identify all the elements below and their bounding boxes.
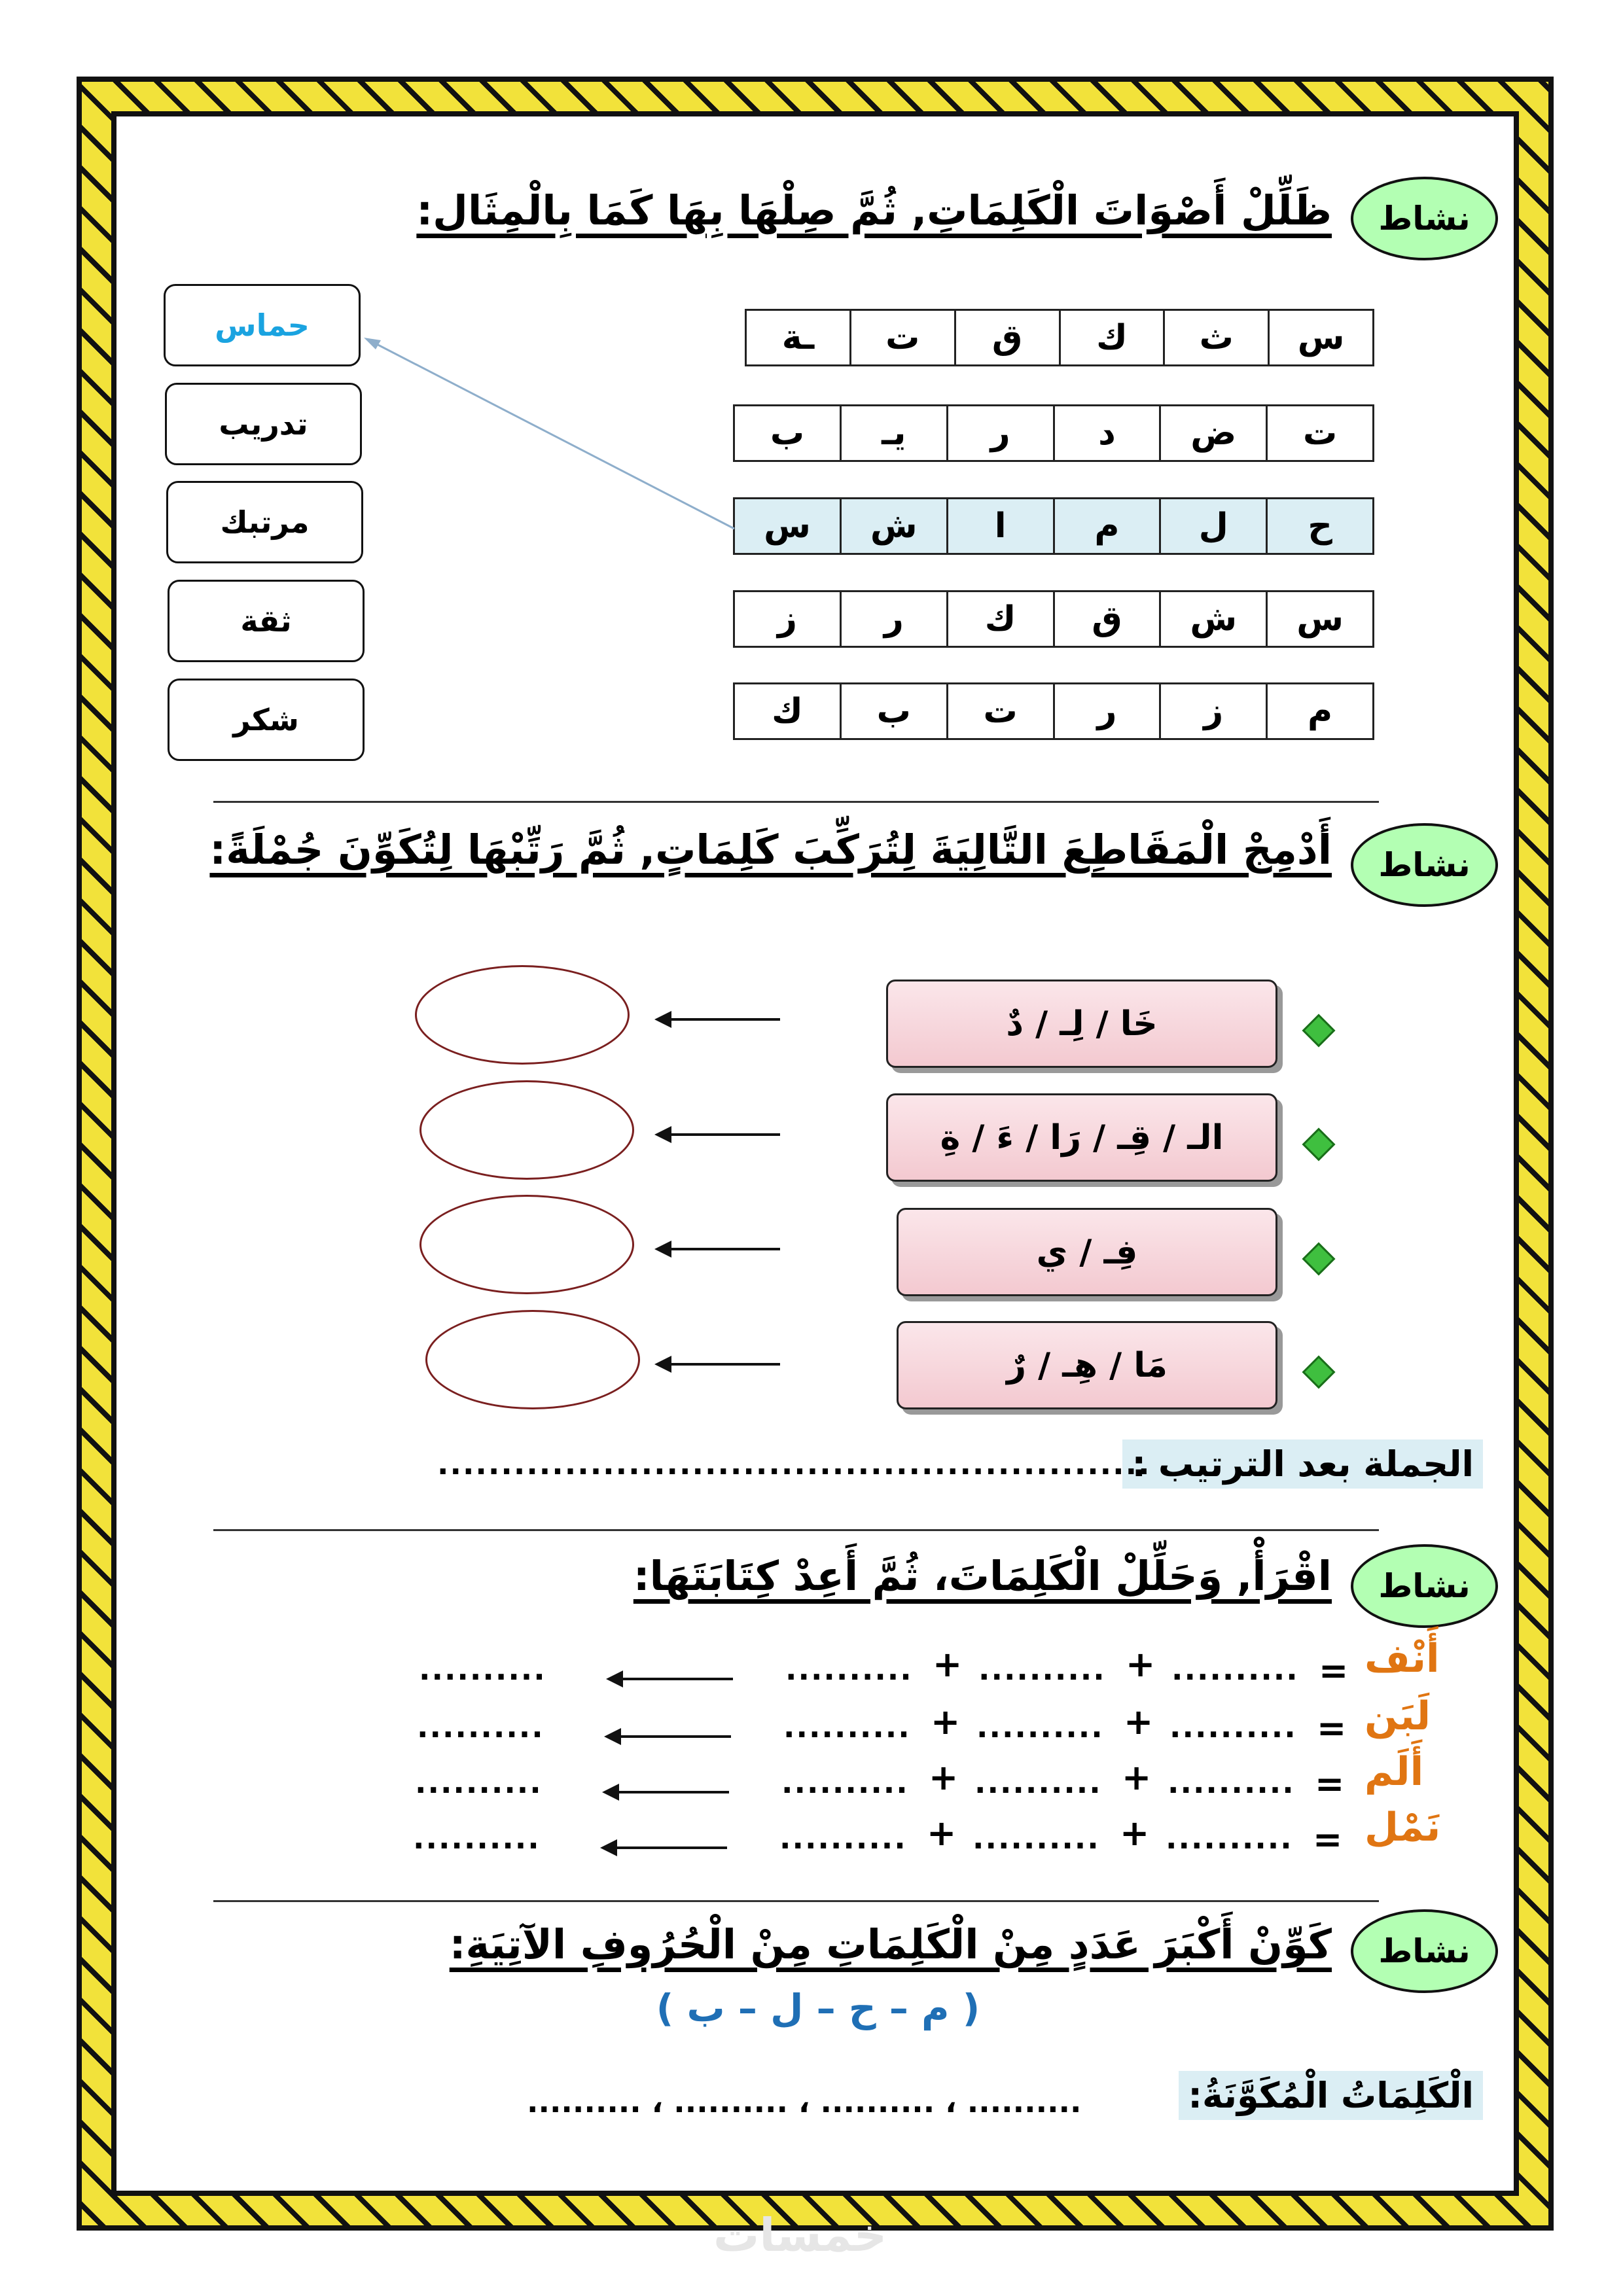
answer-ellipse[interactable]: [415, 965, 630, 1065]
word-box[interactable]: شكر: [168, 679, 365, 761]
plus-sign: +: [1122, 1757, 1153, 1798]
letter-cell[interactable]: ر: [1053, 684, 1160, 738]
plus-sign: +: [933, 1644, 964, 1685]
blank-rewrite[interactable]: ..........: [417, 1709, 544, 1744]
answer-ellipse[interactable]: [419, 1080, 634, 1180]
word-box[interactable]: حماس: [164, 284, 361, 366]
arrow-left-icon: [607, 1735, 731, 1738]
letter-cell[interactable]: ز: [777, 599, 797, 639]
letter-cell[interactable]: ر: [840, 592, 946, 646]
letter-cell[interactable]: ت: [946, 684, 1053, 738]
blank-syllable-1[interactable]: ..........: [779, 1820, 907, 1856]
arrow-left-icon: [603, 1846, 727, 1849]
result-label: الْكَلِمَاتُ الْمُكَوَّنَةُ:: [1179, 2071, 1483, 2120]
letter-cell[interactable]: ب: [770, 414, 805, 453]
result-answer-lines[interactable]: .......... ، .......... ، .......... ، ..........: [527, 2084, 1082, 2119]
blank-syllable-2[interactable]: ..........: [974, 1765, 1102, 1800]
equals-sign: =: [1317, 1708, 1348, 1749]
example-connector-arrow: [0, 0, 1623, 785]
given-letters: ( م – ح – ل – ب ): [656, 1986, 980, 2030]
letter-cell[interactable]: س: [1266, 592, 1372, 646]
answer-ellipse[interactable]: [425, 1310, 640, 1409]
letter-cell[interactable]: ك: [946, 592, 1053, 646]
plus-sign: +: [929, 1757, 960, 1798]
word-box[interactable]: مرتبك: [166, 481, 363, 563]
analysis-word: لَبَن: [1364, 1693, 1431, 1739]
letter-cell[interactable]: ك: [1059, 311, 1164, 364]
blank-syllable-3[interactable]: ..........: [1168, 1765, 1295, 1800]
syllable-box: فِـ / ي: [897, 1208, 1277, 1296]
blank-syllable-3[interactable]: ..........: [1169, 1709, 1297, 1744]
activity-badge-2: نشاط: [1351, 823, 1498, 907]
blank-syllable-1[interactable]: ..........: [781, 1765, 909, 1800]
plus-sign: +: [1124, 1701, 1155, 1742]
letter-cell[interactable]: ر: [946, 406, 1053, 460]
equals-sign: =: [1313, 1819, 1344, 1860]
letter-cell[interactable]: ح: [1266, 499, 1372, 553]
blank-syllable-2[interactable]: ..........: [972, 1820, 1100, 1856]
analysis-word: أَلَم: [1364, 1749, 1424, 1795]
answer-ellipse[interactable]: [419, 1195, 634, 1294]
letter-cell[interactable]: م: [1053, 499, 1160, 553]
sentence-answer-line[interactable]: ........................................................: [437, 1446, 1151, 1481]
blank-syllable-2[interactable]: ..........: [976, 1709, 1104, 1744]
syllable-box: خَا / لِـ / دٌ: [886, 980, 1277, 1068]
letter-cell[interactable]: ت: [1266, 406, 1372, 460]
word-box[interactable]: تدريب: [165, 383, 362, 465]
section4-title: كَوِّنْ أَكْبَرَ عَدَدٍ مِنْ الْكَلِمَاتِ مِنْ الْحُرُوفِ الآتِيَةِ:: [449, 1920, 1332, 1968]
arrow-left-icon: [609, 1678, 733, 1680]
blank-syllable-3[interactable]: ..........: [1166, 1820, 1293, 1856]
letter-cell[interactable]: ت: [849, 311, 954, 364]
letter-cell[interactable]: ك: [772, 692, 803, 731]
letter-cell[interactable]: ب: [840, 684, 946, 738]
letter-cell[interactable]: س: [1268, 311, 1372, 364]
letter-cell[interactable]: ق: [954, 311, 1059, 364]
arrow-left-icon: [657, 1133, 780, 1136]
letter-cell[interactable]: ل: [1159, 499, 1266, 553]
plus-sign: +: [1120, 1812, 1151, 1854]
blank-syllable-3[interactable]: ..........: [1171, 1651, 1299, 1687]
section1-title: ظَلِّلْ أَصْوَاتَ الْكَلِمَاتِ, ثُمَّ صِلْهَا بِهَا كَمَا بِالْمِثَال:: [416, 186, 1332, 234]
analysis-word: أَنْف: [1364, 1636, 1440, 1682]
letter-cell[interactable]: ق: [1053, 592, 1160, 646]
blank-syllable-2[interactable]: ..........: [978, 1651, 1106, 1687]
watermark: خمسات: [713, 2208, 887, 2262]
activity-badge-1: نشاط: [1351, 177, 1498, 260]
section3-title: اقْرَأْ, وَحَلِّلْ الْكَلِمَاتَ، ثُمَّ أَعِدْ كِتَابَتَهَا:: [633, 1552, 1332, 1600]
arrow-left-icon: [605, 1791, 729, 1793]
letter-cell[interactable]: ا: [946, 499, 1053, 553]
blank-rewrite[interactable]: ..........: [415, 1765, 543, 1800]
equals-sign: =: [1319, 1650, 1350, 1691]
letter-cell[interactable]: ش: [1159, 592, 1266, 646]
letter-cell[interactable]: ض: [1159, 406, 1266, 460]
blank-syllable-1[interactable]: ..........: [785, 1651, 913, 1687]
divider: [213, 1900, 1379, 1902]
word-box[interactable]: ثقة: [168, 580, 365, 662]
plus-sign: +: [927, 1812, 958, 1854]
section2-title: أَدْمِجْ الْمَقَاطِعَ التَّالِيَةَ لِتُرَكِّبَ كَلِمَاتٍ, ثُمَّ رَتِّبْهَا لِتُكَوِّنَ جُمْلَةً:: [209, 826, 1332, 874]
letter-cell[interactable]: م: [1266, 684, 1372, 738]
letter-cell[interactable]: ث: [1163, 311, 1268, 364]
plus-sign: +: [931, 1701, 962, 1742]
activity-badge-3: نشاط: [1351, 1544, 1498, 1628]
sentence-label: الجملة بعد الترتيب :: [1122, 1439, 1483, 1489]
blank-rewrite[interactable]: ..........: [413, 1820, 541, 1856]
analysis-word: نَمْل: [1364, 1805, 1441, 1850]
arrow-left-icon: [657, 1248, 780, 1250]
letter-cell[interactable]: ز: [1159, 684, 1266, 738]
divider: [213, 1529, 1379, 1531]
letter-cell[interactable]: س: [764, 506, 811, 546]
arrow-left-icon: [657, 1018, 780, 1021]
syllable-box: مَا / هِـ / رٌ: [897, 1321, 1277, 1409]
syllable-box: الـ / قِـ / رَا / ءَ / ةِ: [886, 1093, 1277, 1182]
blank-rewrite[interactable]: ..........: [419, 1651, 546, 1687]
activity-badge-4: نشاط: [1351, 1909, 1498, 1993]
equals-sign: =: [1315, 1763, 1346, 1805]
arrow-left-icon: [657, 1363, 780, 1366]
plus-sign: +: [1126, 1644, 1157, 1685]
letter-cell[interactable]: ـة: [781, 318, 815, 357]
letter-cell[interactable]: د: [1053, 406, 1160, 460]
blank-syllable-1[interactable]: ..........: [783, 1709, 911, 1744]
letter-cell[interactable]: يـ: [840, 406, 946, 460]
letter-cell[interactable]: ش: [840, 499, 946, 553]
divider: [213, 801, 1379, 803]
